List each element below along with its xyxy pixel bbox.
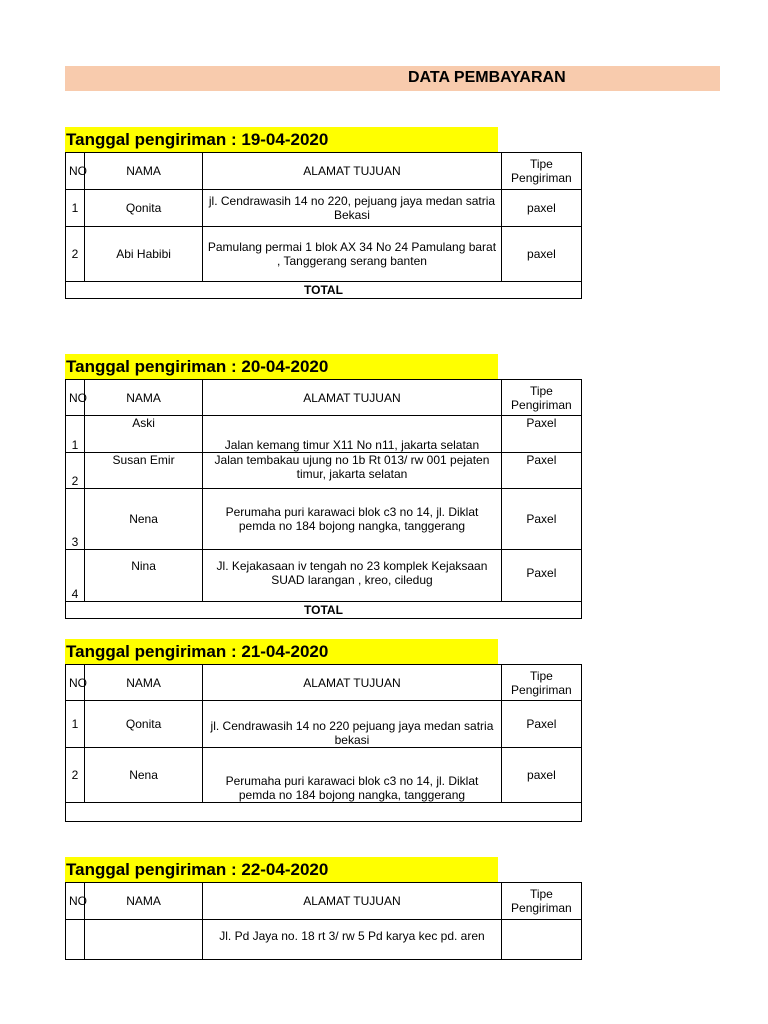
cell-tipe: Paxel	[501, 416, 581, 453]
cell-nama: Qonita	[84, 701, 202, 748]
cell-alamat: Pamulang permai 1 blok AX 34 No 24 Pamulang barat , Tanggerang serang banten	[203, 227, 502, 282]
cell-tipe: Paxel	[501, 550, 581, 602]
cell-alamat: Jalan tembakau ujung no 1b Rt 013/ rw 001 pejaten timur, jakarta selatan	[203, 453, 502, 489]
page-title: DATA PEMBAYARAN	[408, 69, 566, 86]
header-alamat: ALAMAT TUJUAN	[203, 380, 502, 416]
cell-nama: Susan Emir	[84, 453, 202, 489]
table-row	[66, 190, 582, 227]
shipment-date-label: Tanggal pengiriman : 19-04-2020	[65, 127, 498, 152]
header-alamat: ALAMAT TUJUAN	[203, 665, 502, 701]
shipment-table	[65, 882, 582, 960]
empty-total-row	[66, 803, 582, 822]
cell-alamat: Perumaha puri karawaci blok c3 no 14, jl. Diklat pemda no 184 bojong nangka, tanggerang	[203, 489, 502, 550]
cell-no: 3	[66, 489, 85, 550]
shipment-date-label: Tanggal pengiriman : 20-04-2020	[65, 354, 498, 379]
cell-tipe: Paxel	[501, 453, 581, 489]
shipment-table	[65, 379, 582, 619]
cell-alamat: Perumaha puri karawaci blok c3 no 14, jl. Diklat pemda no 184 bojong nangka, tanggerang	[203, 748, 502, 803]
cell-nama	[84, 920, 202, 960]
total-label: TOTAL	[66, 602, 582, 619]
table-row	[66, 416, 582, 453]
header-nama: NAMA	[84, 665, 202, 701]
cell-tipe: paxel	[501, 190, 581, 227]
cell-nama: Nina	[84, 550, 202, 602]
total-label: TOTAL	[66, 282, 582, 299]
table-row	[66, 453, 582, 489]
cell-alamat: jl. Cendrawasih 14 no 220, pejuang jaya medan satria Bekasi	[203, 190, 502, 227]
table-row	[66, 701, 582, 748]
table-header-row	[66, 665, 582, 701]
cell-no: 2	[66, 453, 85, 489]
table-row	[66, 227, 582, 282]
cell-tipe: paxel	[501, 227, 581, 282]
cell-no	[66, 920, 85, 960]
cell-nama: Abi Habibi	[84, 227, 202, 282]
cell-tipe	[501, 920, 581, 960]
cell-no: 1	[66, 701, 85, 748]
total-row	[66, 602, 582, 619]
header-no: NO	[66, 380, 85, 416]
cell-no: 4	[66, 550, 85, 602]
header-no: NO	[66, 883, 85, 920]
table-header-row	[66, 153, 582, 190]
table-row	[66, 748, 582, 803]
cell-tipe: paxel	[501, 748, 581, 803]
cell-no: 1	[66, 190, 85, 227]
shipment-date-label: Tanggal pengiriman : 22-04-2020	[65, 857, 498, 882]
cell-tipe: Paxel	[501, 489, 581, 550]
header-alamat: ALAMAT TUJUAN	[203, 153, 502, 190]
cell-no: 2	[66, 227, 85, 282]
header-tipe: Tipe Pengiriman	[501, 883, 581, 920]
shipment-table	[65, 664, 582, 822]
cell-nama: Nena	[84, 748, 202, 803]
cell-no: 1	[66, 416, 85, 453]
header-alamat: ALAMAT TUJUAN	[203, 883, 502, 920]
header-nama: NAMA	[84, 883, 202, 920]
cell-nama: Aski	[84, 416, 202, 453]
cell-nama: Qonita	[84, 190, 202, 227]
header-tipe: Tipe Pengiriman	[501, 380, 581, 416]
total-row	[66, 282, 582, 299]
table-header-row	[66, 883, 582, 920]
cell-no: 2	[66, 748, 85, 803]
table-header-row	[66, 380, 582, 416]
cell-nama: Nena	[84, 489, 202, 550]
header-nama: NAMA	[84, 153, 202, 190]
page-title-bar	[65, 66, 720, 91]
cell-alamat: jl. Cendrawasih 14 no 220 pejuang jaya medan satria bekasi	[203, 701, 502, 748]
header-nama: NAMA	[84, 380, 202, 416]
header-tipe: Tipe Pengiriman	[501, 153, 581, 190]
table-row	[66, 550, 582, 602]
cell-tipe: Paxel	[501, 701, 581, 748]
shipment-table	[65, 152, 582, 299]
cell-alamat: Jl. Pd Jaya no. 18 rt 3/ rw 5 Pd karya kec pd. aren	[203, 920, 502, 960]
cell-alamat: Jalan kemang timur X11 No n11, jakarta selatan	[203, 416, 502, 453]
cell-alamat: Jl. Kejakasaan iv tengah no 23 komplek Kejaksaan SUAD larangan , kreo, ciledug	[203, 550, 502, 602]
header-no: NO	[66, 153, 85, 190]
table-row	[66, 920, 582, 960]
empty-cell	[66, 803, 582, 822]
table-row	[66, 489, 582, 550]
header-tipe: Tipe Pengiriman	[501, 665, 581, 701]
shipment-date-label: Tanggal pengiriman : 21-04-2020	[65, 639, 498, 664]
header-no: NO	[66, 665, 85, 701]
